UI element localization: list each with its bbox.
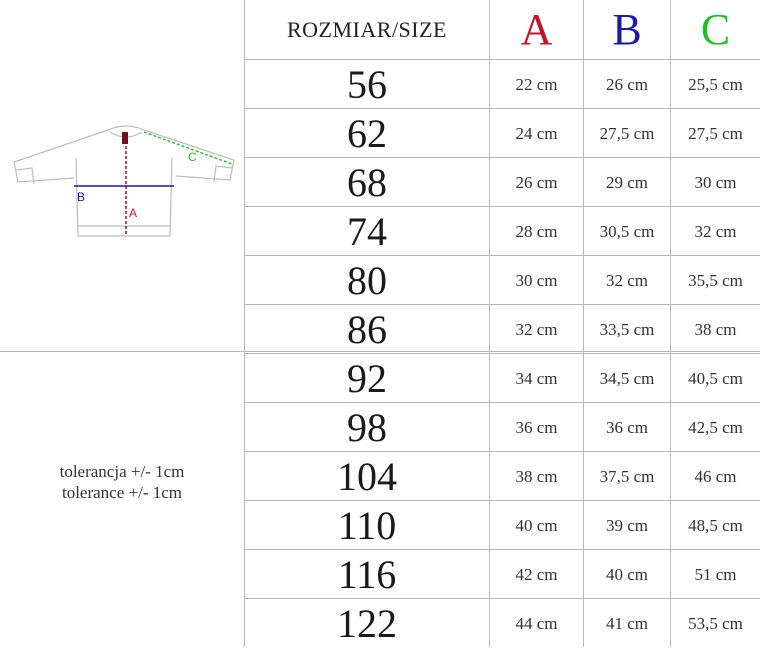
size-cell: 98 bbox=[347, 405, 387, 450]
size-cell: 104 bbox=[337, 454, 397, 499]
measure-c-cell: 53,5 cm bbox=[688, 613, 743, 633]
size-cell: 80 bbox=[347, 258, 387, 303]
measure-c-cell: 51 cm bbox=[694, 564, 737, 584]
size-cell: 74 bbox=[347, 209, 387, 254]
measure-b-cell: 30,5 cm bbox=[599, 221, 655, 241]
header-col-a: A bbox=[520, 5, 553, 54]
jacket-left-sleeve bbox=[14, 130, 108, 182]
measure-b-cell: 40 cm bbox=[605, 564, 649, 584]
size-cell: 62 bbox=[347, 111, 387, 156]
header-title: ROZMIAR/SIZE bbox=[287, 16, 447, 42]
measure-a-cell: 30 cm bbox=[515, 270, 558, 290]
jacket-body bbox=[76, 158, 172, 236]
tolerance-line-2: tolerance +/- 1cm bbox=[61, 483, 183, 502]
measure-c-cell: 42,5 cm bbox=[688, 417, 743, 437]
measure-c-cell: 25,5 cm bbox=[688, 74, 743, 94]
measure-b-cell: 34,5 cm bbox=[599, 368, 655, 388]
measure-c-cell: 46 cm bbox=[694, 466, 737, 486]
tolerance-note bbox=[8, 461, 236, 503]
measure-c-cell: 38 cm bbox=[694, 319, 737, 339]
jacket-diagram bbox=[10, 118, 242, 248]
size-cell: 56 bbox=[347, 62, 387, 107]
header-col-b: B bbox=[612, 5, 642, 54]
tolerance-line-1: toleranсja +/- 1cm bbox=[59, 462, 185, 481]
measure-c-cell: 35,5 cm bbox=[688, 270, 743, 290]
size-cell: 68 bbox=[347, 160, 387, 205]
measure-a-cell: 42 cm bbox=[515, 564, 558, 584]
measure-a-cell: 32 cm bbox=[515, 319, 558, 339]
measure-c-cell: 27,5 cm bbox=[688, 123, 743, 143]
measure-b-cell: 27,5 cm bbox=[599, 123, 655, 143]
measure-c-cell: 40,5 cm bbox=[688, 368, 743, 388]
measure-a-cell: 26 cm bbox=[515, 172, 558, 192]
diagram-label-a: A bbox=[129, 206, 138, 220]
header-col-c: C bbox=[700, 5, 731, 54]
size-cell: 86 bbox=[347, 307, 387, 352]
size-cell: 116 bbox=[337, 552, 397, 597]
measure-a-cell: 34 cm bbox=[515, 368, 558, 388]
measure-a-cell: 38 cm bbox=[515, 466, 558, 486]
measure-b-cell: 36 cm bbox=[605, 417, 649, 437]
measure-a-cell: 36 cm bbox=[515, 417, 558, 437]
zipper-pull bbox=[122, 132, 128, 144]
measure-a-cell: 24 cm bbox=[515, 123, 558, 143]
measure-b-cell: 41 cm bbox=[605, 613, 649, 633]
measure-c-cell: 30 cm bbox=[694, 172, 737, 192]
measure-c-cell: 48,5 cm bbox=[688, 515, 743, 535]
measure-c-cell: 32 cm bbox=[694, 221, 737, 241]
measure-b-cell: 33,5 cm bbox=[599, 319, 655, 339]
measure-a-cell: 22 cm bbox=[515, 74, 558, 94]
measure-a-cell: 44 cm bbox=[515, 613, 558, 633]
measure-b-cell: 37,5 cm bbox=[599, 466, 655, 486]
measure-a-cell: 28 cm bbox=[515, 221, 558, 241]
measure-b-cell: 32 cm bbox=[605, 270, 649, 290]
diagram-label-c: C bbox=[188, 150, 197, 164]
size-cell: 122 bbox=[337, 601, 397, 646]
measure-b-cell: 26 cm bbox=[605, 74, 649, 94]
measure-a-cell: 40 cm bbox=[515, 515, 558, 535]
jacket-collar bbox=[108, 126, 144, 130]
measure-b-cell: 29 cm bbox=[605, 172, 649, 192]
diagram-label-b: B bbox=[77, 190, 86, 204]
measure-b-cell: 39 cm bbox=[605, 515, 649, 535]
size-cell: 110 bbox=[337, 503, 397, 548]
size-cell: 92 bbox=[347, 356, 387, 401]
